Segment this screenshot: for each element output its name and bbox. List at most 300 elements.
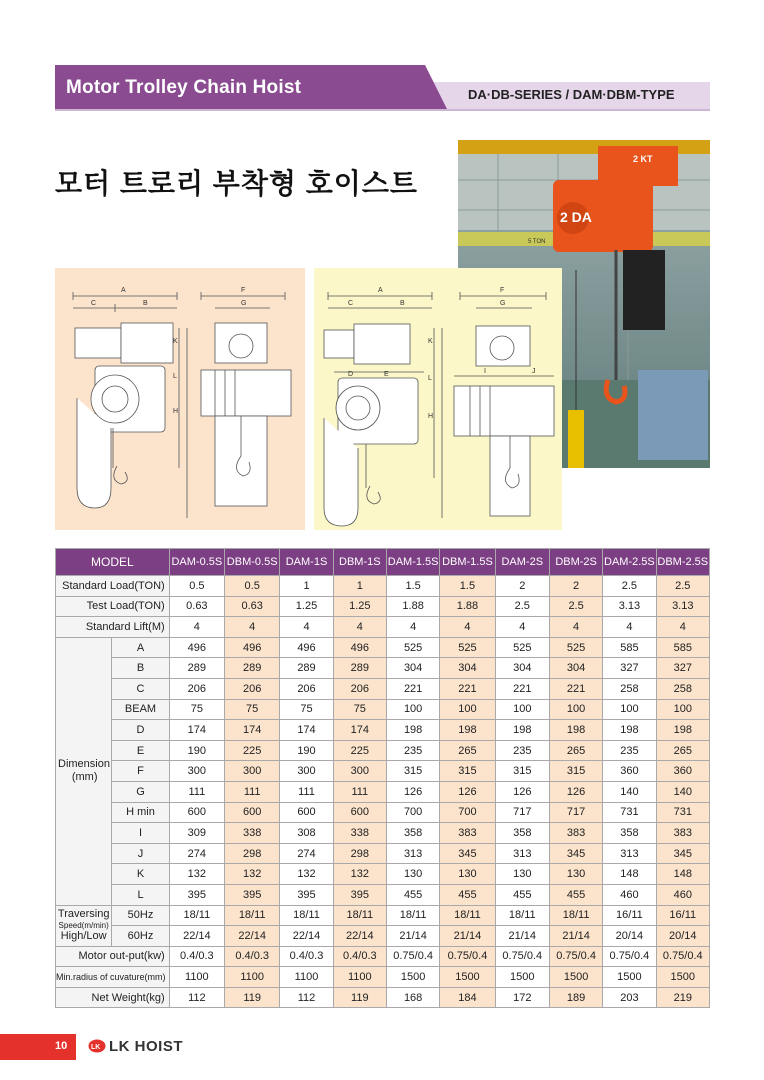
table-row bbox=[56, 967, 710, 988]
table-cell: 235 bbox=[386, 740, 439, 761]
svg-text:G: G bbox=[500, 300, 506, 307]
table-cell: 1.25 bbox=[333, 596, 386, 617]
table-cell: 2 bbox=[495, 576, 549, 597]
frequency-label: 50Hz bbox=[112, 905, 169, 926]
table-cell: 585 bbox=[656, 637, 709, 658]
table-cell: 300 bbox=[169, 761, 224, 782]
table-cell: 274 bbox=[280, 843, 333, 864]
table-cell: 174 bbox=[169, 720, 224, 741]
table-cell: 4 bbox=[225, 617, 280, 638]
table-cell: 206 bbox=[225, 678, 280, 699]
table-cell: 100 bbox=[656, 699, 709, 720]
svg-text:LK: LK bbox=[91, 1044, 101, 1051]
table-row bbox=[56, 617, 710, 638]
table-cell: 0.75/0.4 bbox=[495, 946, 549, 967]
row-label: Motor out-put(kw) bbox=[56, 946, 170, 967]
table-cell: 189 bbox=[549, 987, 602, 1008]
table-cell: 140 bbox=[656, 781, 709, 802]
table-cell: 100 bbox=[549, 699, 602, 720]
hoist-drawing-db bbox=[314, 268, 562, 530]
svg-text:I: I bbox=[484, 368, 486, 375]
table-cell: 1500 bbox=[549, 967, 602, 988]
dimension-group-label bbox=[56, 637, 112, 905]
table-cell: 111 bbox=[280, 781, 333, 802]
model-column-header: DBM-2.5S bbox=[656, 549, 709, 576]
table-cell: 111 bbox=[169, 781, 224, 802]
korean-title: 모터 트로리 부착형 호이스트 bbox=[55, 168, 418, 199]
svg-text:A: A bbox=[378, 287, 383, 294]
table-cell: 4 bbox=[549, 617, 602, 638]
table-cell: 221 bbox=[386, 678, 439, 699]
table-cell: 308 bbox=[280, 823, 333, 844]
table-cell: 119 bbox=[333, 987, 386, 1008]
table-cell: 600 bbox=[333, 802, 386, 823]
model-column-header: DAM-2S bbox=[495, 549, 549, 576]
table-cell: 717 bbox=[495, 802, 549, 823]
dimension-row-label: B bbox=[112, 658, 169, 679]
table-cell: 219 bbox=[656, 987, 709, 1008]
table-cell: 132 bbox=[169, 864, 224, 885]
table-cell: 4 bbox=[495, 617, 549, 638]
model-column-header: DAM-1.5S bbox=[386, 549, 439, 576]
traversing-label: High/Low bbox=[60, 930, 107, 943]
model-column-header: DAM-2.5S bbox=[603, 549, 656, 576]
table-cell: 315 bbox=[549, 761, 602, 782]
table-cell: 18/11 bbox=[495, 905, 549, 926]
table-row bbox=[56, 884, 710, 905]
table-cell: 184 bbox=[440, 987, 495, 1008]
table-cell: 206 bbox=[280, 678, 333, 699]
table-row bbox=[56, 926, 710, 947]
svg-text:H: H bbox=[428, 413, 434, 420]
table-cell: 1100 bbox=[333, 967, 386, 988]
table-cell: 289 bbox=[333, 658, 386, 679]
svg-text:2 KT: 2 KT bbox=[633, 154, 653, 164]
table-row bbox=[56, 699, 710, 720]
table-cell: 21/14 bbox=[386, 926, 439, 947]
table-cell: 258 bbox=[656, 678, 709, 699]
dimension-row-label: BEAM bbox=[112, 699, 169, 720]
table-cell: 300 bbox=[333, 761, 386, 782]
dimension-row-label: I bbox=[112, 823, 169, 844]
table-cell: 4 bbox=[280, 617, 333, 638]
table-cell: 1100 bbox=[225, 967, 280, 988]
table-cell: 525 bbox=[386, 637, 439, 658]
table-row bbox=[56, 987, 710, 1008]
table-cell: 455 bbox=[440, 884, 495, 905]
table-cell: 383 bbox=[440, 823, 495, 844]
table-cell: 119 bbox=[225, 987, 280, 1008]
svg-text:H: H bbox=[173, 408, 179, 415]
table-cell: 298 bbox=[225, 843, 280, 864]
table-cell: 75 bbox=[333, 699, 386, 720]
dimension-row-label: A bbox=[112, 637, 169, 658]
hoist-model-label: 2 DA bbox=[560, 209, 592, 225]
table-cell: 1500 bbox=[440, 967, 495, 988]
table-cell: 1 bbox=[280, 576, 333, 597]
table-cell: 460 bbox=[656, 884, 709, 905]
table-cell: 358 bbox=[386, 823, 439, 844]
table-cell: 4 bbox=[333, 617, 386, 638]
table-cell: 395 bbox=[225, 884, 280, 905]
traversing-label: Speed(m/min) bbox=[58, 921, 109, 931]
svg-text:L: L bbox=[428, 375, 432, 382]
table-cell: 132 bbox=[280, 864, 333, 885]
table-row bbox=[56, 781, 710, 802]
table-cell: 21/14 bbox=[440, 926, 495, 947]
table-cell: 0.4/0.3 bbox=[280, 946, 333, 967]
traversing-label: Traversing bbox=[57, 908, 110, 921]
table-cell: 1500 bbox=[386, 967, 439, 988]
dimension-unit: (mm) bbox=[71, 771, 98, 784]
table-cell: 274 bbox=[169, 843, 224, 864]
table-cell: 2.5 bbox=[656, 576, 709, 597]
svg-text:J: J bbox=[532, 368, 536, 375]
dimension-row-label: L bbox=[112, 884, 169, 905]
table-cell: 221 bbox=[440, 678, 495, 699]
table-cell: 304 bbox=[495, 658, 549, 679]
table-row bbox=[56, 596, 710, 617]
table-cell: 1.5 bbox=[440, 576, 495, 597]
table-cell: 600 bbox=[225, 802, 280, 823]
svg-text:F: F bbox=[500, 287, 505, 294]
table-cell: 130 bbox=[549, 864, 602, 885]
page-number: 10 bbox=[55, 1040, 68, 1052]
table-row bbox=[56, 843, 710, 864]
table-cell: 21/14 bbox=[549, 926, 602, 947]
table-cell: 198 bbox=[386, 720, 439, 741]
table-cell: 1.88 bbox=[386, 596, 439, 617]
table-cell: 338 bbox=[333, 823, 386, 844]
table-cell: 0.75/0.4 bbox=[386, 946, 439, 967]
table-cell: 0.4/0.3 bbox=[333, 946, 386, 967]
svg-text:K: K bbox=[173, 338, 178, 345]
svg-text:E: E bbox=[384, 371, 389, 378]
table-cell: 395 bbox=[333, 884, 386, 905]
table-cell: 731 bbox=[603, 802, 656, 823]
svg-text:C: C bbox=[91, 300, 97, 307]
model-column-header: DBM-2S bbox=[549, 549, 602, 576]
table-row bbox=[56, 637, 710, 658]
dimension-row-label: E bbox=[112, 740, 169, 761]
table-cell: 600 bbox=[280, 802, 333, 823]
table-cell: 525 bbox=[549, 637, 602, 658]
table-cell: 0.63 bbox=[169, 596, 224, 617]
table-cell: 700 bbox=[440, 802, 495, 823]
table-cell: 100 bbox=[495, 699, 549, 720]
table-cell: 525 bbox=[495, 637, 549, 658]
table-cell: 300 bbox=[225, 761, 280, 782]
model-column-header: DAM-0.5S bbox=[169, 549, 224, 576]
table-row bbox=[56, 678, 710, 699]
table-cell: 235 bbox=[603, 740, 656, 761]
table-cell: 140 bbox=[603, 781, 656, 802]
table-cell: 174 bbox=[333, 720, 386, 741]
table-cell: 2 bbox=[549, 576, 602, 597]
table-cell: 313 bbox=[603, 843, 656, 864]
table-cell: 206 bbox=[333, 678, 386, 699]
table-cell: 206 bbox=[169, 678, 224, 699]
table-cell: 174 bbox=[225, 720, 280, 741]
table-cell: 358 bbox=[603, 823, 656, 844]
table-cell: 345 bbox=[656, 843, 709, 864]
table-cell: 198 bbox=[549, 720, 602, 741]
series-subtitle: DA·DB-SERIES / DAM·DBM-TYPE bbox=[468, 87, 675, 102]
table-cell: 22/14 bbox=[333, 926, 386, 947]
table-cell: 383 bbox=[549, 823, 602, 844]
model-column-header: DBM-1S bbox=[333, 549, 386, 576]
row-label: Standard Lift(M) bbox=[56, 617, 170, 638]
table-cell: 304 bbox=[549, 658, 602, 679]
table-cell: 235 bbox=[495, 740, 549, 761]
table-cell: 360 bbox=[656, 761, 709, 782]
table-cell: 455 bbox=[386, 884, 439, 905]
table-cell: 75 bbox=[225, 699, 280, 720]
table-cell: 496 bbox=[333, 637, 386, 658]
row-label: Standard Load(TON) bbox=[56, 576, 170, 597]
table-cell: 496 bbox=[225, 637, 280, 658]
dimension-row-label: C bbox=[112, 678, 169, 699]
table-row bbox=[56, 720, 710, 741]
table-cell: 2.5 bbox=[549, 596, 602, 617]
table-cell: 1100 bbox=[169, 967, 224, 988]
table-cell: 289 bbox=[280, 658, 333, 679]
model-column-header: DBM-0.5S bbox=[225, 549, 280, 576]
table-cell: 309 bbox=[169, 823, 224, 844]
table-cell: 198 bbox=[440, 720, 495, 741]
svg-text:K: K bbox=[428, 338, 433, 345]
table-cell: 22/14 bbox=[169, 926, 224, 947]
svg-text:C: C bbox=[348, 300, 354, 307]
table-cell: 18/11 bbox=[549, 905, 602, 926]
svg-text:F: F bbox=[241, 287, 246, 294]
table-cell: 225 bbox=[333, 740, 386, 761]
table-cell: 225 bbox=[225, 740, 280, 761]
dimension-drawing-da bbox=[55, 268, 305, 530]
table-cell: 3.13 bbox=[656, 596, 709, 617]
row-label: Test Load(TON) bbox=[56, 596, 170, 617]
row-label: Min.radius of cuvature(mm) bbox=[56, 967, 170, 988]
table-cell: 130 bbox=[495, 864, 549, 885]
table-cell: 395 bbox=[169, 884, 224, 905]
table-cell: 289 bbox=[225, 658, 280, 679]
table-row bbox=[56, 823, 710, 844]
table-cell: 18/11 bbox=[225, 905, 280, 926]
model-column-header: DBM-1.5S bbox=[440, 549, 495, 576]
table-cell: 0.4/0.3 bbox=[169, 946, 224, 967]
table-row bbox=[56, 905, 710, 926]
table-cell: 496 bbox=[280, 637, 333, 658]
table-cell: 298 bbox=[333, 843, 386, 864]
table-cell: 315 bbox=[440, 761, 495, 782]
table-cell: 496 bbox=[169, 637, 224, 658]
header-divider bbox=[55, 109, 710, 111]
table-cell: 717 bbox=[549, 802, 602, 823]
table-cell: 126 bbox=[386, 781, 439, 802]
table-cell: 315 bbox=[495, 761, 549, 782]
table-cell: 0.5 bbox=[169, 576, 224, 597]
table-cell: 111 bbox=[225, 781, 280, 802]
table-cell: 18/11 bbox=[440, 905, 495, 926]
table-cell: 0.5 bbox=[225, 576, 280, 597]
table-cell: 1.5 bbox=[386, 576, 439, 597]
table-cell: 4 bbox=[603, 617, 656, 638]
table-cell: 190 bbox=[169, 740, 224, 761]
table-row bbox=[56, 802, 710, 823]
table-cell: 338 bbox=[225, 823, 280, 844]
table-row bbox=[56, 576, 710, 597]
table-cell: 1500 bbox=[656, 967, 709, 988]
row-label: Net Weight(kg) bbox=[56, 987, 170, 1008]
dimension-row-label: H min bbox=[112, 802, 169, 823]
hoist-drawing-da bbox=[55, 268, 305, 530]
table-cell: 198 bbox=[495, 720, 549, 741]
brand-name: LK HOIST bbox=[109, 1038, 183, 1055]
table-cell: 700 bbox=[386, 802, 439, 823]
table-cell: 148 bbox=[656, 864, 709, 885]
table-cell: 126 bbox=[440, 781, 495, 802]
table-cell: 1500 bbox=[603, 967, 656, 988]
table-cell: 221 bbox=[549, 678, 602, 699]
table-row bbox=[56, 761, 710, 782]
dimension-drawing-db bbox=[314, 268, 562, 530]
table-cell: 130 bbox=[440, 864, 495, 885]
table-cell: 304 bbox=[386, 658, 439, 679]
table-cell: 221 bbox=[495, 678, 549, 699]
table-cell: 1500 bbox=[495, 967, 549, 988]
table-cell: 455 bbox=[549, 884, 602, 905]
dimension-row-label: D bbox=[112, 720, 169, 741]
table-cell: 525 bbox=[440, 637, 495, 658]
svg-text:D: D bbox=[348, 371, 354, 378]
dimension-row-label: K bbox=[112, 864, 169, 885]
table-cell: 20/14 bbox=[603, 926, 656, 947]
table-header-row bbox=[56, 549, 710, 576]
frequency-label: 60Hz bbox=[112, 926, 169, 947]
table-cell: 148 bbox=[603, 864, 656, 885]
table-cell: 0.75/0.4 bbox=[656, 946, 709, 967]
svg-text:B: B bbox=[400, 300, 405, 307]
table-cell: 112 bbox=[169, 987, 224, 1008]
table-cell: 18/11 bbox=[333, 905, 386, 926]
table-cell: 2.5 bbox=[603, 576, 656, 597]
spec-table bbox=[55, 548, 710, 1008]
table-cell: 345 bbox=[549, 843, 602, 864]
table-cell: 4 bbox=[386, 617, 439, 638]
model-column-header: DAM-1S bbox=[280, 549, 333, 576]
table-cell: 112 bbox=[280, 987, 333, 1008]
svg-text:A: A bbox=[121, 287, 126, 294]
table-row bbox=[56, 740, 710, 761]
svg-text:G: G bbox=[241, 300, 247, 307]
table-cell: 75 bbox=[169, 699, 224, 720]
table-cell: 313 bbox=[386, 843, 439, 864]
table-cell: 383 bbox=[656, 823, 709, 844]
table-cell: 198 bbox=[603, 720, 656, 741]
table-cell: 304 bbox=[440, 658, 495, 679]
table-cell: 168 bbox=[386, 987, 439, 1008]
table-cell: 289 bbox=[169, 658, 224, 679]
table-cell: 4 bbox=[440, 617, 495, 638]
table-cell: 126 bbox=[495, 781, 549, 802]
table-cell: 1.25 bbox=[280, 596, 333, 617]
table-cell: 132 bbox=[225, 864, 280, 885]
table-cell: 132 bbox=[333, 864, 386, 885]
table-cell: 198 bbox=[656, 720, 709, 741]
svg-text:B: B bbox=[143, 300, 148, 307]
table-cell: 174 bbox=[280, 720, 333, 741]
table-cell: 1100 bbox=[280, 967, 333, 988]
table-cell: 258 bbox=[603, 678, 656, 699]
table-cell: 0.75/0.4 bbox=[603, 946, 656, 967]
table-cell: 111 bbox=[333, 781, 386, 802]
table-cell: 22/14 bbox=[225, 926, 280, 947]
table-cell: 345 bbox=[440, 843, 495, 864]
table-cell: 460 bbox=[603, 884, 656, 905]
traversing-group-label bbox=[56, 905, 112, 946]
table-cell: 18/11 bbox=[280, 905, 333, 926]
table-cell: 100 bbox=[440, 699, 495, 720]
table-row bbox=[56, 864, 710, 885]
table-cell: 100 bbox=[603, 699, 656, 720]
table-cell: 585 bbox=[603, 637, 656, 658]
page-title: Motor Trolley Chain Hoist bbox=[66, 77, 302, 98]
table-cell: 20/14 bbox=[656, 926, 709, 947]
table-cell: 3.13 bbox=[603, 596, 656, 617]
table-cell: 731 bbox=[656, 802, 709, 823]
table-cell: 126 bbox=[549, 781, 602, 802]
table-cell: 172 bbox=[495, 987, 549, 1008]
table-cell: 75 bbox=[280, 699, 333, 720]
table-cell: 265 bbox=[549, 740, 602, 761]
table-cell: 0.75/0.4 bbox=[440, 946, 495, 967]
table-cell: 130 bbox=[386, 864, 439, 885]
dimension-row-label: G bbox=[112, 781, 169, 802]
table-cell: 16/11 bbox=[603, 905, 656, 926]
table-cell: 190 bbox=[280, 740, 333, 761]
table-cell: 21/14 bbox=[495, 926, 549, 947]
dimension-row-label: J bbox=[112, 843, 169, 864]
model-header: MODEL bbox=[56, 549, 170, 576]
table-cell: 0.63 bbox=[225, 596, 280, 617]
table-cell: 1.88 bbox=[440, 596, 495, 617]
table-cell: 22/14 bbox=[280, 926, 333, 947]
table-cell: 203 bbox=[603, 987, 656, 1008]
svg-text:L: L bbox=[173, 373, 177, 380]
table-cell: 315 bbox=[386, 761, 439, 782]
table-cell: 1 bbox=[333, 576, 386, 597]
table-cell: 360 bbox=[603, 761, 656, 782]
table-cell: 600 bbox=[169, 802, 224, 823]
table-row bbox=[56, 946, 710, 967]
table-cell: 100 bbox=[386, 699, 439, 720]
dimension-label: Dimension bbox=[58, 758, 110, 771]
table-cell: 2.5 bbox=[495, 596, 549, 617]
table-cell: 327 bbox=[656, 658, 709, 679]
lk-logo-icon bbox=[88, 1039, 106, 1053]
table-cell: 327 bbox=[603, 658, 656, 679]
table-cell: 4 bbox=[169, 617, 224, 638]
table-cell: 4 bbox=[656, 617, 709, 638]
dimension-row-label: F bbox=[112, 761, 169, 782]
table-cell: 16/11 bbox=[656, 905, 709, 926]
table-row bbox=[56, 658, 710, 679]
table-cell: 358 bbox=[495, 823, 549, 844]
table-cell: 395 bbox=[280, 884, 333, 905]
table-cell: 0.4/0.3 bbox=[225, 946, 280, 967]
table-cell: 265 bbox=[440, 740, 495, 761]
table-cell: 18/11 bbox=[386, 905, 439, 926]
